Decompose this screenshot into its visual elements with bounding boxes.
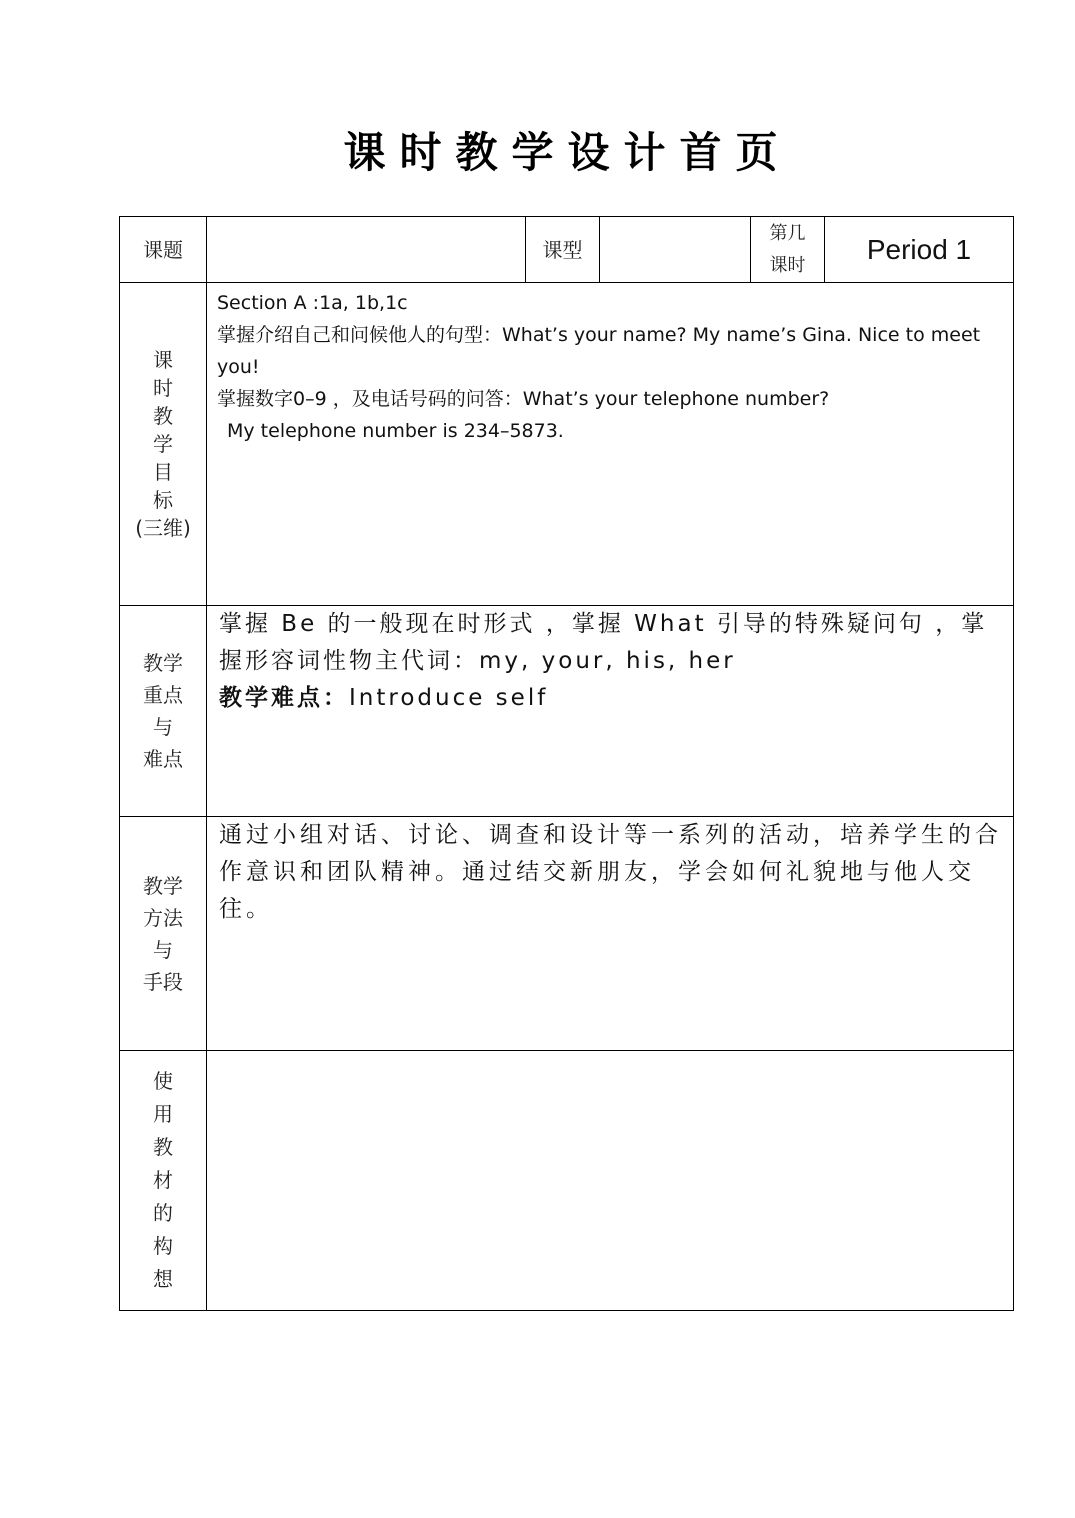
methods-text: 通过小组对话、讨论、调查和设计等一系列的活动，培养学生的合作意识和团队精神。通过结交新朋友，学会如何礼貌地与他人交往。 <box>219 822 1002 922</box>
objectives-label-char: 课 <box>153 348 173 372</box>
materials-content <box>207 1051 1014 1311</box>
materials-label-char: 用 <box>153 1102 173 1126</box>
objectives-label-char: 目 <box>153 460 173 484</box>
methods-content <box>207 817 1014 1051</box>
materials-label <box>120 1051 207 1311</box>
difficulty-text: Introduce self <box>349 685 549 711</box>
objectives-label-char: 学 <box>153 432 173 456</box>
period-value: Period 1 <box>825 217 1014 283</box>
difficulty-line <box>219 680 1003 717</box>
key-points-text: 掌握 Be 的一般现在时形式 ，掌握 What 引导的特殊疑问句 ，掌握形容词性物主代词：my, your, his, her <box>219 611 988 674</box>
key-points-label <box>120 606 207 817</box>
materials-label-char: 想 <box>153 1267 173 1291</box>
methods-label <box>120 817 207 1051</box>
materials-label-char: 的 <box>153 1201 173 1225</box>
key-points-label-line: 难点 <box>143 747 183 771</box>
materials-label-char: 使 <box>153 1069 173 1093</box>
materials-row <box>120 1051 1014 1311</box>
objectives-line: 掌握数字0–9 ，及电话号码的问答：What’s your telephone number? <box>217 388 830 410</box>
materials-label-char: 构 <box>153 1234 173 1258</box>
objectives-label-char: 教 <box>153 404 173 428</box>
objectives-line: 掌握介绍自己和问候他人的句型：What’s your name? My name’s Gina. Nice to meet you! <box>217 324 981 378</box>
objectives-label-char: 时 <box>153 376 173 400</box>
topic-value <box>207 217 526 283</box>
methods-label-line: 与 <box>153 937 173 962</box>
methods-row <box>120 817 1014 1051</box>
header-row <box>120 217 1014 283</box>
key-points-row <box>120 606 1014 817</box>
key-points-label-line: 重点 <box>143 683 183 707</box>
methods-label-line: 手段 <box>143 969 183 994</box>
materials-label-char: 材 <box>153 1168 173 1192</box>
objectives-line: Section A :1a, 1b,1c <box>217 292 408 314</box>
key-points-content <box>207 606 1014 817</box>
objectives-label <box>120 283 207 606</box>
objectives-line: My telephone number is 234–5873. <box>227 420 564 442</box>
which-period-label-line2: 课时 <box>769 254 806 276</box>
objectives-content <box>207 283 1014 606</box>
which-period-label <box>751 217 825 283</box>
methods-label-line: 教学 <box>143 873 183 898</box>
objectives-label-char: (三维) <box>135 516 191 540</box>
type-value <box>600 217 751 283</box>
which-period-label-line1: 第几 <box>769 222 806 244</box>
difficulty-label: 教学难点： <box>219 685 349 711</box>
topic-label: 课题 <box>120 217 207 283</box>
objectives-label-char: 标 <box>153 488 173 512</box>
type-label: 课型 <box>526 217 600 283</box>
key-points-label-line: 与 <box>153 715 173 739</box>
page-title: 课时教学设计首页 <box>343 128 792 177</box>
objectives-row <box>120 283 1014 606</box>
materials-label-char: 教 <box>153 1135 173 1159</box>
key-points-label-line: 教学 <box>143 651 183 675</box>
lesson-plan-table <box>119 216 1014 1311</box>
methods-label-line: 方法 <box>143 905 183 930</box>
